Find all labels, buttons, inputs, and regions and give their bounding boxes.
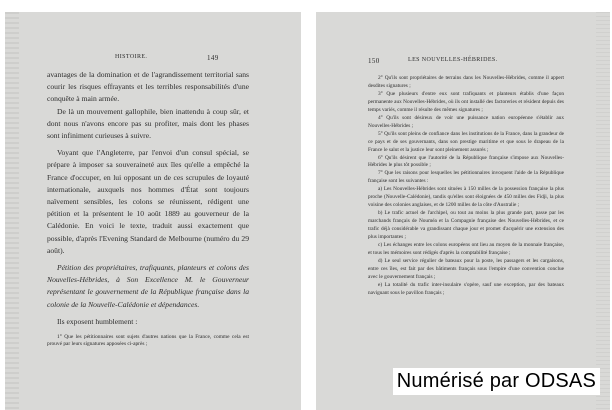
- list-item: 4° Qu'ils sont désireux de voir une puissance nation européenne s'établir aux Nouvelles-Hébrides ;: [368, 114, 564, 129]
- list-item: d) Le seul service régulier de bateaux pour la poste, les passagers et les cargaisons, entre ces îles, est fait par des bâtiments français sous l'empire d'une convention conclue avec le gouvernement français ;: [368, 257, 564, 280]
- left-page: [5, 12, 301, 410]
- list-item: 3° Que plusieurs d'entre eux sont trafiquants et planteurs établis d'une façon permanente aux Nouvelles-Hébrides, où ils ont installé des factoreries et résident depuis des temps variés, comme il résulte des mêmes signatures ;: [368, 90, 564, 113]
- list-item: a) Les Nouvelles-Hébrides sont situées à 150 milles de la possession française la plus proche (Nouvelle-Calédonie), tandis qu'elles sont éloignées de 450 milles des Fidji, la plus voisine des colonies anglaises, et de 1200 milles de la côte d'Australie ;: [368, 186, 564, 209]
- left-running-head: HISTOIRE.: [115, 54, 148, 60]
- right-page: [316, 12, 610, 410]
- digitization-watermark: Numérisé par ODSAS: [393, 368, 600, 395]
- left-page-number: 149: [207, 54, 219, 62]
- paragraph: Voyant que l'Angleterre, par l'envoi d'un consul spécial, se prépare à imposer sa souveraineté aux îles qu'elle a empêché la France d'occuper, en lui opposant un de ces scrupules de loyauté internationale, auxquels nos hommes d'État sont toujours naïvement sensibles, les colons se réunissent, rédigent une pétition et la présentent le 10 août 1889 au gouverneur de la Calédonie. En voici le texte, traduit aussi exactement que possible, d'après l'Evening Standard de Melbourne (numéro du 29 août).: [47, 148, 249, 255]
- list-item: e) La totalité du trafic inter-insulaire s'opère, sauf une exception, par des bateaux naviguant sous le pavillon français ;: [368, 281, 564, 296]
- footnote: 1° Que les pétitionnaires sont sujets d'autres nations que la France, comme cela est prouvé par leurs signatures apposées ci-après ;: [47, 334, 249, 348]
- paragraph: De là un mouvement gallophile, bien inattendu à coup sûr, et dont nous n'avons encore pas su profiter, mais dont les phases sont infiniment curieuses à suivre.: [47, 106, 249, 141]
- paragraph: avantages de la domination et de l'agrandissement territorial sans courir les risques effrayants et les terribles responsabilités d'une conquête à main armée.: [47, 70, 249, 104]
- list-item: b) Le trafic actuel de l'archipel, ou tout au moins la plus grande part, passe par les marchands français de Nouméa et la Compagnie française des Nouvelles-Hébrides, et ce trafic déjà considérable va grandissant chaque jour et promet d'acquérir une extension des plus importantes ;: [368, 210, 564, 241]
- right-running-head: LES NOUVELLES-HÉBRIDES.: [408, 57, 498, 63]
- right-page-number: 150: [368, 57, 380, 65]
- petition-title: Pétition des propriétaires, trafiquants, planteurs et colons des Nouvelles-Hébrides, à Son Excellence M. le Gouverneur représentant le gouvernement de la République française dans la colonie de la Nouvelle-Calédonie et dépendances.: [47, 263, 249, 309]
- scan-edge-noise: [596, 12, 610, 410]
- list-item: 6° Qu'ils désirent que l'autorité de la République française s'impose aux Nouvelles-Hébrides le plus tôt possible ;: [368, 154, 564, 169]
- right-text-block: [368, 75, 564, 298]
- list-item: 7° Que les raisons pour lesquelles les pétitionnaires invoquent l'aide de la République française sont les suivantes :: [368, 170, 564, 185]
- left-text-block: [47, 69, 249, 349]
- book-gutter: [301, 0, 316, 410]
- list-item: c) Les échanges entre les colons européens ont lieu au moyen de la monnaie française, et tous les mémoires sont rédigés d'après la comptabilité française ;: [368, 242, 564, 256]
- scan-edge-noise: [5, 12, 19, 410]
- list-item: 2° Qu'ils sont propriétaires de terrains dans les Nouvelles-Hébrides, comme il appert desdites signatures ;: [368, 75, 564, 89]
- paragraph: Ils exposent humblement :: [57, 316, 138, 326]
- list-item: 5° Qu'ils sont pleins de confiance dans les institutions de la France, dans la grandeur de ce pays et de ses gouvernants, dans son prestige maritime et que sous le drapeau de la France le salut et la justice leur sont pleinement assurés ;: [368, 130, 564, 153]
